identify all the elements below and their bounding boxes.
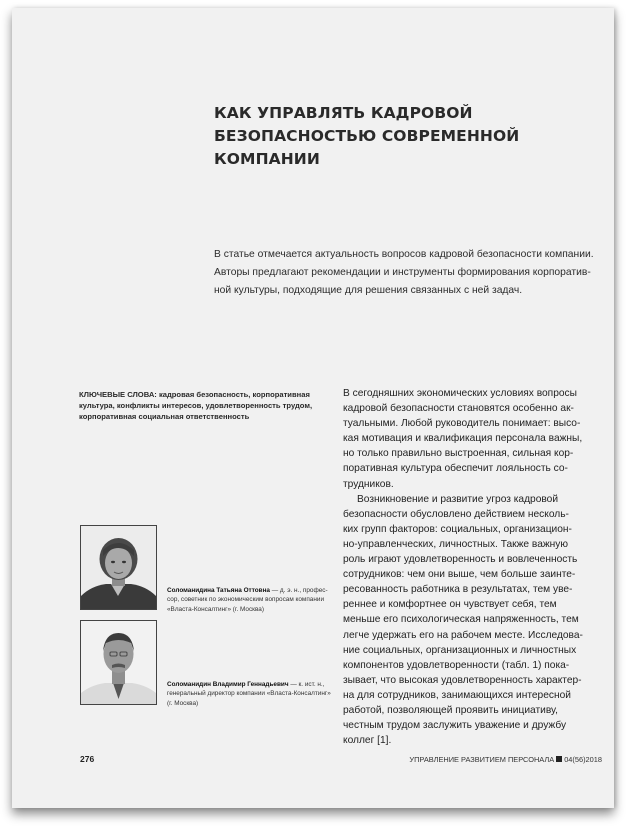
body-line: на для сотрудников, занимающихся интересной: [343, 689, 571, 701]
caption-line: «Власта-Консалтинг» (г. Москва): [167, 605, 264, 613]
author-photo-2: [80, 620, 157, 705]
body-line: кая мотивация и квалификация персонала важны,: [343, 433, 583, 445]
title-line: БЕЗОПАСНОСТЬЮ СОВРЕМЕННОЙ: [214, 127, 520, 145]
square-bullet-icon: [556, 756, 562, 762]
title-line: КОМПАНИИ: [214, 150, 320, 168]
caption-line: сор, советник по экономическим вопросам компании: [167, 596, 325, 604]
article-title: [214, 102, 534, 171]
body-line: ресованность работника в результатах, тем уве-: [343, 584, 573, 596]
keywords-line: корпоративная социальная ответственность: [79, 412, 250, 421]
abstract-line: Авторы предлагают рекомендации и инструменты формирования корпоратив-: [214, 267, 591, 278]
journal-footer: [409, 755, 602, 764]
body-line: ние социальных, организационных и личностных: [343, 644, 577, 656]
author-caption-2: [167, 680, 332, 708]
body-line: туальными. Любой руководитель понимает: высо-: [343, 418, 581, 430]
body-line: работой, позволяющей проявить инициативу,: [343, 704, 558, 716]
body-line: компонентов удовлетворенности (табл. 1) пока-: [343, 659, 570, 671]
journal-name: УПРАВЛЕНИЕ РАЗВИТИЕМ ПЕРСОНАЛА: [409, 755, 555, 764]
body-line: безопасности обусловлено действием несколь-: [343, 508, 569, 520]
body-line: зывает, что высокая удовлетворенность характер-: [343, 674, 582, 686]
body-line: легче удержать его на рабочем месте. Исследова-: [343, 629, 583, 641]
body-line: Возникновение и развитие угроз кадровой: [357, 493, 559, 505]
title-line: КАК УПРАВЛЯТЬ КАДРОВОЙ: [214, 104, 473, 122]
body-line: ких групп факторов: социальных, организацион-: [343, 523, 572, 535]
body-line: трудников.: [343, 478, 394, 490]
caption-line: [167, 586, 332, 595]
body-line: но-управленческих, личностных. Также важную: [343, 538, 569, 550]
keywords-line: культура, конфликты интересов, удовлетворенность трудом,: [79, 401, 313, 410]
author-name: Соломанидина Татьяна Оттовна: [167, 587, 270, 594]
keywords-line: КЛЮЧЕВЫЕ СЛОВА: кадровая безопасность, корпоративная: [79, 390, 310, 399]
body-line: кадровой безопасности становятся особенно ак-: [343, 403, 574, 415]
caption-text: — д. э. н., профес-: [271, 587, 328, 594]
body-line: поративная культура обеспечит лояльность со-: [343, 463, 568, 475]
body-line: В сегодняшних экономических условиях вопросы: [343, 388, 577, 399]
article-abstract: [214, 246, 604, 300]
body-line: коллег [1].: [343, 735, 392, 747]
caption-line: [167, 680, 332, 689]
body-line: реннее и комфортнее он чувствует себя, тем: [343, 599, 557, 611]
caption-line: (г. Москва): [167, 699, 199, 707]
journal-issue: 04(56)2018: [564, 755, 602, 764]
caption-line: генеральный директор компании «Власта-Консалтинг»: [167, 690, 331, 698]
body-line: но только правильно выстроенная, сильная кор-: [343, 448, 574, 460]
body-line: роль играют удовлетворенность и вовлеченность: [343, 554, 578, 566]
magazine-page: [12, 8, 614, 808]
caption-text: — к. ист. н.,: [290, 681, 325, 688]
keywords-block: [79, 389, 344, 422]
page-number: 276: [80, 754, 95, 764]
author-caption-1: [167, 586, 332, 614]
author-name: Соломанидин Владимир Геннадьевич: [167, 681, 289, 688]
body-line: сотрудников: чем они выше, чем больше заинте-: [343, 569, 576, 581]
body-line: честным трудом заслужить уважение и дружбу: [343, 720, 567, 732]
article-body: [343, 386, 608, 748]
author-photo-1: [80, 525, 157, 610]
abstract-line: В статье отмечается актуальность вопросов кадровой безопасности компании.: [214, 249, 594, 260]
body-line: меньше его психологическая напряженность, тем: [343, 614, 579, 626]
abstract-line: ной культуры, подходящие для решения связанных с ней задач.: [214, 285, 523, 296]
